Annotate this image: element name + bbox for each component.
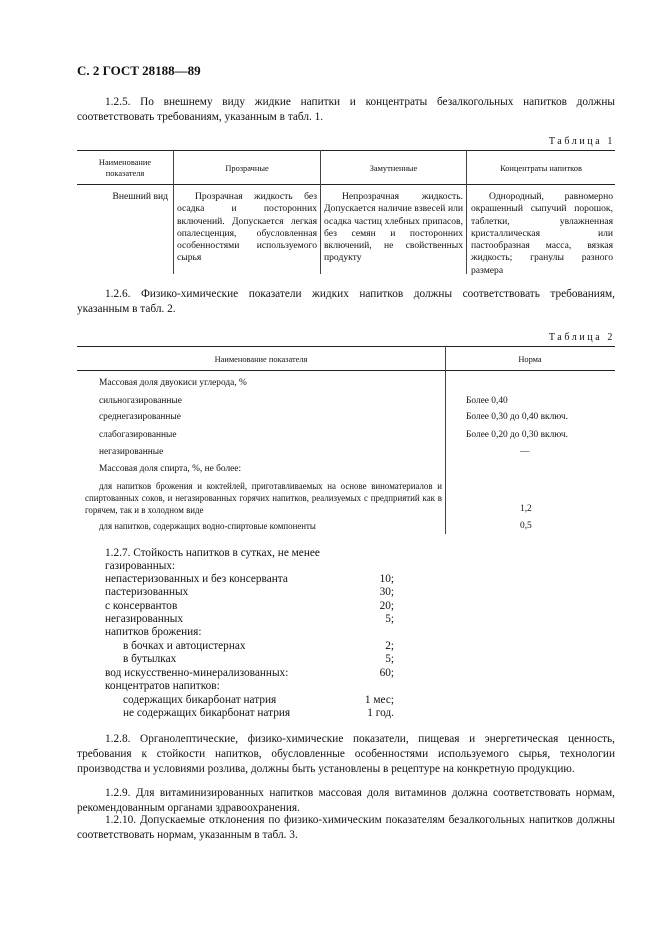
table2-row-name: слабогазированные: [99, 430, 177, 440]
stability-value: 30;: [379, 586, 394, 598]
stability-label: вод искусственно-минерализованных:: [105, 667, 289, 679]
table1-header-name: Наименование показателя: [98, 158, 152, 178]
table2-top-rule: [77, 346, 615, 347]
stability-label: газированных:: [105, 560, 176, 572]
table1-cell-concentrates: Однородный, равномерно окрашенный сыпучий порошок, таблетки, увлажненная кристаллическая или пастообразная масса, вязкая жидкость; гранулы разного размера: [471, 191, 613, 276]
table2-header-name: Наименование показателя: [214, 355, 308, 364]
stability-label: в бочках и автоцистернах: [123, 640, 246, 652]
table1-header-concentrates: Концентраты напитков: [500, 164, 582, 173]
table2-divider: [445, 346, 446, 534]
table2-row-name: Массовая доля спирта, %, не более:: [99, 464, 242, 474]
table2-row-norm: —: [520, 447, 530, 457]
table1-cell-cloudy: Непрозрачная жидкость. Допускается наличие взвесей или осадка частиц хлебных припасов, без семян и посторонних включений, не свойственных продукту: [324, 191, 463, 264]
paragraph-1-2-10: 1.2.10. Допускаемые отклонения по физико-химическим показателям безалкогольных напитков должны соответствовать нормам, указанным в табл. 3.: [77, 814, 615, 841]
table1-header-rule: [77, 184, 615, 185]
table2-row-name: сильногазированные: [99, 396, 182, 406]
table2-row-name: для напитков брожения и коктейлей, приготавливаемых на основе виноматериалов и спиртованных соков, и негазированных горячих напитков, реализуемых с предприятий как в горячем, так и в холодном виде: [85, 481, 442, 515]
table1-cell-clear: Прозрачная жидкость без осадка и посторонних включений. Допускается легкая опалесценция, обусловленная особенностями используемого сырья: [177, 191, 317, 264]
table2-row-name: среднегазированные: [99, 412, 181, 422]
table1-row-label: Внешний вид: [112, 191, 168, 202]
paragraph-1-2-7-intro: 1.2.7. Стойкость напитков в сутках, не менее: [105, 547, 320, 559]
table2-row-norm: 0,5: [520, 521, 532, 531]
table1-top-rule: [77, 150, 615, 151]
table2-row-norm: Более 0,40: [466, 396, 508, 406]
page-header: С. 2 ГОСТ 28188—89: [77, 63, 201, 78]
stability-value: 1 мес;: [364, 694, 394, 706]
stability-label: пастеризованных: [105, 586, 189, 598]
paragraph-1-2-9: 1.2.9. Для витаминизированных напитков массовая доля витаминов должна соответствовать нормам, рекомендованным органами здравоохранения.: [77, 787, 615, 814]
stability-label: непастеризованных и без консерванта: [105, 573, 288, 585]
stability-value: 5;: [385, 613, 394, 625]
paragraph-1-2-6: 1.2.6. Физико-химические показатели жидких напитков должны соответствовать требованиям, указанным в табл. 2.: [77, 288, 615, 315]
stability-value: 1 год.: [367, 707, 394, 719]
table1-caption: Таблица 1: [548, 136, 615, 147]
stability-value: 2;: [385, 640, 394, 652]
table2-row-norm: Более 0,20 до 0,30 включ.: [466, 430, 568, 440]
stability-label: с консервантов: [105, 600, 178, 612]
table1-divider: [466, 150, 467, 274]
table1-divider: [173, 150, 174, 274]
table1-header-cloudy: Замутненные: [369, 164, 418, 173]
stability-label: напитков брожения:: [105, 626, 202, 638]
table2-row-name: негазированные: [99, 447, 164, 457]
stability-label: концентратов напитков:: [105, 680, 220, 692]
table2-header-norm: Норма: [518, 355, 542, 364]
paragraph-1-2-8: 1.2.8. Органолептические, физико-химические показатели, пищевая и энергетическая ценность, требования к стойкости напитков, обусловленные особенностями используемого сырья, технологии производства и условиями розлива, должны быть установлены в рецептуре на конкретную продукцию.: [77, 733, 615, 775]
table2-caption: Таблица 2: [548, 332, 615, 343]
table2-row-norm: 1,2: [520, 504, 532, 514]
table2-header-rule: [77, 370, 615, 371]
stability-label: негазированных: [105, 613, 184, 625]
stability-value: 20;: [379, 600, 394, 612]
table2-row-name: Массовая доля двуокиси углерода, %: [99, 378, 247, 388]
table1-divider: [320, 150, 321, 274]
stability-label: не содержащих бикарбонат натрия: [123, 707, 291, 719]
stability-value: 10;: [379, 573, 394, 585]
table2-row-norm: Более 0,30 до 0,40 включ.: [466, 412, 568, 422]
stability-value: 60;: [379, 667, 394, 679]
table2-row-name: для напитков, содержащих водно-спиртовые компоненты: [99, 521, 316, 531]
paragraph-1-2-5: 1.2.5. По внешнему виду жидкие напитки и концентраты безалкогольных напитков должны соответствовать требованиям, указанным в табл. 1.: [77, 96, 615, 123]
stability-label: содержащих бикарбонат натрия: [123, 694, 277, 706]
stability-value: 5;: [385, 653, 394, 665]
table1-header-clear: Прозрачные: [225, 164, 269, 173]
stability-label: в бутылках: [123, 653, 177, 665]
